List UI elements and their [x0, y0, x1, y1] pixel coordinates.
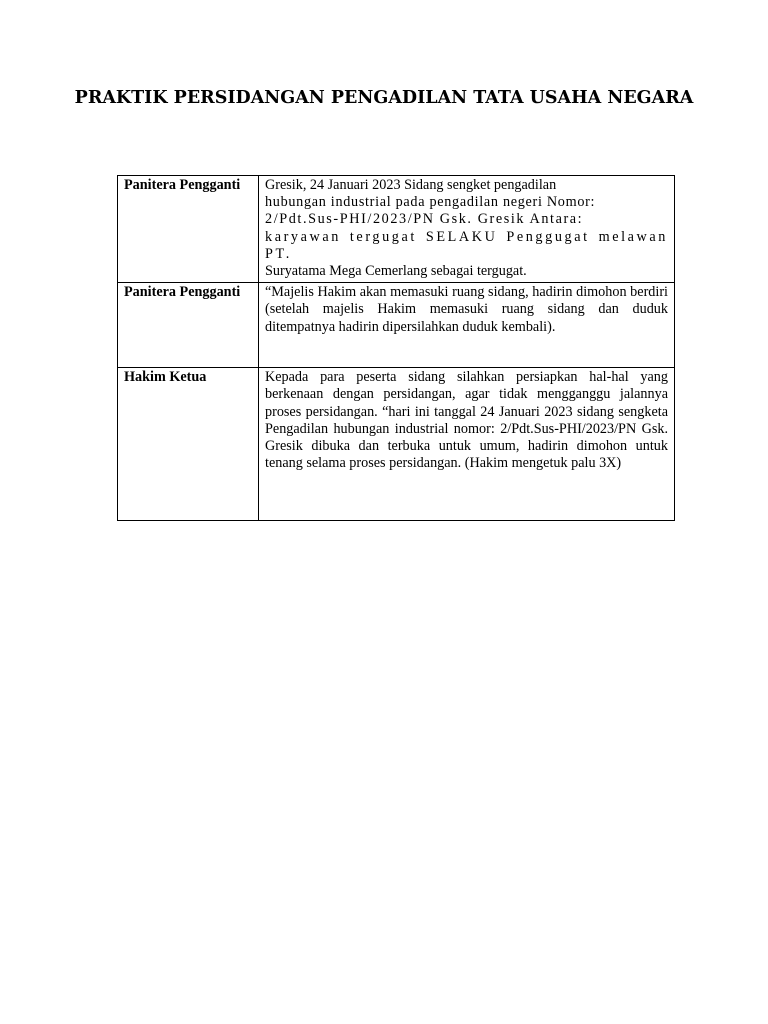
dialogue-cell: Kepada para peserta sidang silahkan persiapkan hal-hal yang berkenaan dengan persidangan, agar tidak mengganggu jalannya proses persidangan. “hari ini tanggal 24 Januari 2023 sidang sengketa Pengadilan hubungan industrial nomor: 2/Pdt.Sus-PHI/2023/PN Gsk. Gresik dibuka dan terbuka untuk umum, hadirin dimohon untuk tenang selama proses persidangan. (Hakim mengetuk palu 3X): [259, 368, 675, 521]
table-row: [118, 176, 675, 283]
role-cell: Hakim Ketua: [118, 368, 259, 521]
dialogue-cell: [259, 176, 675, 283]
table-row: [118, 283, 675, 368]
dialogue-line: Suryatama Mega Cemerlang sebagai tergugat.: [265, 263, 527, 280]
dialogue-line: hubungan industrial pada pengadilan negeri Nomor:: [265, 194, 596, 211]
table-row: [118, 368, 675, 521]
role-cell: Panitera Pengganti: [118, 283, 259, 368]
dialogue-line: 2/Pdt.Sus-PHI/2023/PN Gsk. Gresik Antara:: [265, 211, 584, 228]
hearing-script-table: [117, 175, 675, 521]
page-title: PRAKTIK PERSIDANGAN PENGADILAN TATA USAHA NEGARA: [74, 88, 694, 108]
dialogue-line: karyawan tergugat SELAKU Penggugat melawan PT.: [265, 228, 668, 262]
role-cell: Panitera Pengganti: [118, 176, 259, 283]
dialogue-cell: “Majelis Hakim akan memasuki ruang sidang, hadirin dimohon berdiri (setelah majelis Hakim memasuki ruang sidang dan duduk ditempatnya hadirin dipersilahkan duduk kembali).: [259, 283, 675, 368]
dialogue-line: Gresik, 24 Januari 2023 Sidang sengket pengadilan: [265, 177, 557, 193]
